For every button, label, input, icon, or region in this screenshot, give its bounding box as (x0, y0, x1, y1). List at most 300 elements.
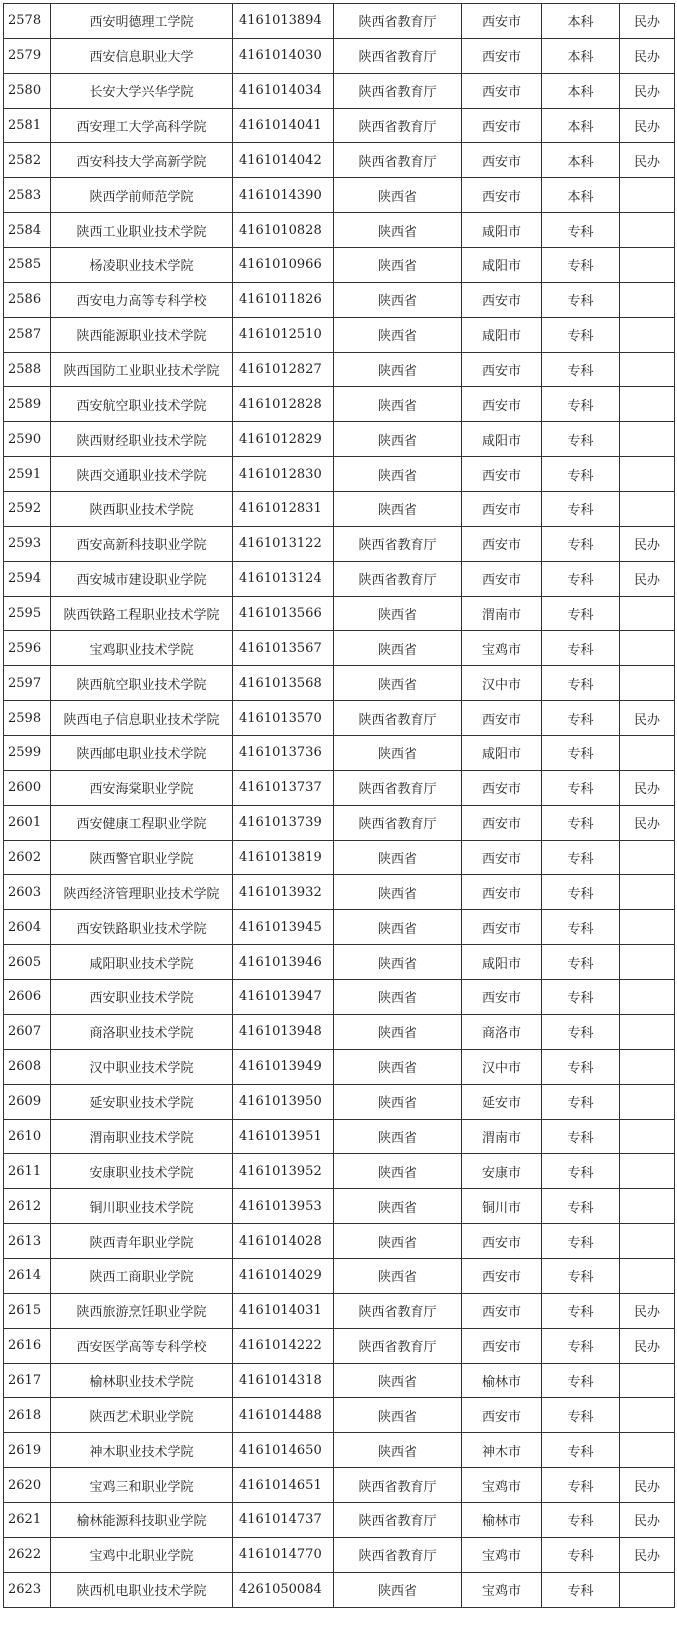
authority-cell: 陕西省 (334, 840, 462, 875)
level-cell: 专科 (542, 387, 620, 422)
table-row (4, 631, 675, 666)
table-row (4, 492, 675, 527)
level-cell: 专科 (542, 1224, 620, 1259)
school-code-cell: 4161014222 (233, 1328, 334, 1363)
school-name-cell: 铜川职业技术学院 (51, 1189, 233, 1224)
table-row (4, 770, 675, 805)
level-cell: 专科 (542, 1502, 620, 1537)
school-code-cell: 4161013951 (233, 1119, 334, 1154)
level-cell: 专科 (542, 1189, 620, 1224)
table-row (4, 457, 675, 492)
authority-cell: 陕西省教育厅 (334, 1502, 462, 1537)
school-name-cell: 陕西职业技术学院 (51, 492, 233, 527)
level-cell: 专科 (542, 666, 620, 701)
school-name-cell: 西安科技大学高新学院 (51, 143, 233, 178)
school-name-cell: 陕西学前师范学院 (51, 178, 233, 213)
authority-cell: 陕西省 (334, 422, 462, 457)
school-name-cell: 神木职业技术学院 (51, 1433, 233, 1468)
row-number-cell: 2590 (4, 422, 51, 457)
school-name-cell: 陕西工商职业学院 (51, 1258, 233, 1293)
ownership-cell (620, 178, 675, 213)
school-name-cell: 榆林能源科技职业学院 (51, 1502, 233, 1537)
school-code-cell: 4161013947 (233, 980, 334, 1015)
school-code-cell: 4161013949 (233, 1049, 334, 1084)
table-row (4, 875, 675, 910)
city-cell: 榆林市 (462, 1363, 542, 1398)
school-name-cell: 陕西交通职业技术学院 (51, 457, 233, 492)
ownership-cell (620, 1363, 675, 1398)
school-code-cell: 4161012828 (233, 387, 334, 422)
city-cell: 西安市 (462, 770, 542, 805)
school-code-cell: 4161014041 (233, 108, 334, 143)
school-name-cell: 咸阳职业技术学院 (51, 945, 233, 980)
school-code-cell: 4161014034 (233, 73, 334, 108)
level-cell: 专科 (542, 526, 620, 561)
row-number-cell: 2608 (4, 1049, 51, 1084)
ownership-cell: 民办 (620, 561, 675, 596)
level-cell: 专科 (542, 248, 620, 283)
city-cell: 安康市 (462, 1154, 542, 1189)
city-cell: 西安市 (462, 143, 542, 178)
ownership-cell (620, 631, 675, 666)
city-cell: 汉中市 (462, 1049, 542, 1084)
row-number-cell: 2621 (4, 1502, 51, 1537)
authority-cell: 陕西省教育厅 (334, 526, 462, 561)
row-number-cell: 2592 (4, 492, 51, 527)
school-code-cell: 4161014770 (233, 1537, 334, 1572)
institution-table (3, 3, 675, 1608)
row-number-cell: 2612 (4, 1189, 51, 1224)
school-name-cell: 陕西国防工业职业技术学院 (51, 352, 233, 387)
row-number-cell: 2588 (4, 352, 51, 387)
ownership-cell: 民办 (620, 1537, 675, 1572)
school-code-cell: 4161010966 (233, 248, 334, 283)
ownership-cell: 民办 (620, 701, 675, 736)
city-cell: 西安市 (462, 457, 542, 492)
level-cell: 专科 (542, 910, 620, 945)
school-name-cell: 陕西航空职业技术学院 (51, 666, 233, 701)
school-name-cell: 宝鸡三和职业学院 (51, 1468, 233, 1503)
school-code-cell: 4161014390 (233, 178, 334, 213)
school-name-cell: 西安航空职业技术学院 (51, 387, 233, 422)
authority-cell: 陕西省 (334, 213, 462, 248)
authority-cell: 陕西省 (334, 1258, 462, 1293)
level-cell: 专科 (542, 1572, 620, 1607)
authority-cell: 陕西省 (334, 317, 462, 352)
level-cell: 专科 (542, 805, 620, 840)
table-row (4, 805, 675, 840)
city-cell: 西安市 (462, 805, 542, 840)
city-cell: 宝鸡市 (462, 631, 542, 666)
table-row (4, 1433, 675, 1468)
authority-cell: 陕西省 (334, 945, 462, 980)
row-number-cell: 2620 (4, 1468, 51, 1503)
level-cell: 专科 (542, 561, 620, 596)
level-cell: 专科 (542, 770, 620, 805)
school-code-cell: 4161014650 (233, 1433, 334, 1468)
row-number-cell: 2619 (4, 1433, 51, 1468)
row-number-cell: 2618 (4, 1398, 51, 1433)
table-row (4, 387, 675, 422)
table-row (4, 561, 675, 596)
level-cell: 本科 (542, 4, 620, 39)
school-code-cell: 4161014737 (233, 1502, 334, 1537)
row-number-cell: 2613 (4, 1224, 51, 1259)
authority-cell: 陕西省 (334, 457, 462, 492)
school-code-cell: 4161010828 (233, 213, 334, 248)
level-cell: 专科 (542, 1154, 620, 1189)
school-name-cell: 汉中职业技术学院 (51, 1049, 233, 1084)
ownership-cell: 民办 (620, 1502, 675, 1537)
level-cell: 专科 (542, 840, 620, 875)
city-cell: 宝鸡市 (462, 1537, 542, 1572)
city-cell: 西安市 (462, 840, 542, 875)
ownership-cell (620, 1224, 675, 1259)
school-name-cell: 陕西电子信息职业技术学院 (51, 701, 233, 736)
level-cell: 本科 (542, 178, 620, 213)
table-row (4, 1119, 675, 1154)
school-code-cell: 4161012829 (233, 422, 334, 457)
table-row (4, 1189, 675, 1224)
table-body (4, 4, 675, 1608)
school-name-cell: 陕西艺术职业学院 (51, 1398, 233, 1433)
row-number-cell: 2603 (4, 875, 51, 910)
authority-cell: 陕西省 (334, 352, 462, 387)
table-row (4, 143, 675, 178)
authority-cell: 陕西省 (334, 1084, 462, 1119)
city-cell: 咸阳市 (462, 945, 542, 980)
row-number-cell: 2602 (4, 840, 51, 875)
ownership-cell (620, 910, 675, 945)
row-number-cell: 2604 (4, 910, 51, 945)
authority-cell: 陕西省 (334, 1572, 462, 1607)
authority-cell: 陕西省教育厅 (334, 770, 462, 805)
ownership-cell (620, 1433, 675, 1468)
authority-cell: 陕西省 (334, 1433, 462, 1468)
row-number-cell: 2616 (4, 1328, 51, 1363)
school-code-cell: 4161013570 (233, 701, 334, 736)
ownership-cell (620, 317, 675, 352)
school-code-cell: 4161013736 (233, 736, 334, 771)
school-name-cell: 榆林职业技术学院 (51, 1363, 233, 1398)
authority-cell: 陕西省 (334, 980, 462, 1015)
level-cell: 本科 (542, 73, 620, 108)
city-cell: 咸阳市 (462, 422, 542, 457)
authority-cell: 陕西省教育厅 (334, 1537, 462, 1572)
school-name-cell: 西安高新科技职业学院 (51, 526, 233, 561)
city-cell: 咸阳市 (462, 213, 542, 248)
row-number-cell: 2614 (4, 1258, 51, 1293)
level-cell: 专科 (542, 457, 620, 492)
city-cell: 汉中市 (462, 666, 542, 701)
school-code-cell: 4161013122 (233, 526, 334, 561)
table-row (4, 526, 675, 561)
school-name-cell: 渭南职业技术学院 (51, 1119, 233, 1154)
authority-cell: 陕西省 (334, 910, 462, 945)
ownership-cell: 民办 (620, 38, 675, 73)
table-row (4, 1502, 675, 1537)
school-name-cell: 西安电力高等专科学校 (51, 282, 233, 317)
table-row (4, 1258, 675, 1293)
ownership-cell (620, 1049, 675, 1084)
ownership-cell (620, 457, 675, 492)
authority-cell: 陕西省教育厅 (334, 1328, 462, 1363)
table-row (4, 1363, 675, 1398)
school-name-cell: 西安海棠职业学院 (51, 770, 233, 805)
city-cell: 西安市 (462, 1328, 542, 1363)
school-name-cell: 商洛职业技术学院 (51, 1014, 233, 1049)
school-code-cell: 4161013124 (233, 561, 334, 596)
row-number-cell: 2615 (4, 1293, 51, 1328)
school-code-cell: 4161011826 (233, 282, 334, 317)
school-code-cell: 4161013945 (233, 910, 334, 945)
table-row (4, 1084, 675, 1119)
level-cell: 专科 (542, 1468, 620, 1503)
level-cell: 专科 (542, 1084, 620, 1119)
city-cell: 西安市 (462, 492, 542, 527)
city-cell: 西安市 (462, 875, 542, 910)
level-cell: 专科 (542, 1328, 620, 1363)
city-cell: 铜川市 (462, 1189, 542, 1224)
ownership-cell (620, 1014, 675, 1049)
ownership-cell (620, 980, 675, 1015)
ownership-cell (620, 1398, 675, 1433)
table-row (4, 1154, 675, 1189)
school-code-cell: 4161013932 (233, 875, 334, 910)
city-cell: 西安市 (462, 980, 542, 1015)
city-cell: 西安市 (462, 108, 542, 143)
school-name-cell: 陕西铁路工程职业技术学院 (51, 596, 233, 631)
level-cell: 专科 (542, 1014, 620, 1049)
school-name-cell: 西安信息职业大学 (51, 38, 233, 73)
row-number-cell: 2606 (4, 980, 51, 1015)
authority-cell: 陕西省 (334, 387, 462, 422)
city-cell: 咸阳市 (462, 248, 542, 283)
authority-cell: 陕西省 (334, 631, 462, 666)
school-code-cell: 4161013567 (233, 631, 334, 666)
school-code-cell: 4161013739 (233, 805, 334, 840)
row-number-cell: 2581 (4, 108, 51, 143)
authority-cell: 陕西省 (334, 1014, 462, 1049)
ownership-cell (620, 840, 675, 875)
school-name-cell: 延安职业技术学院 (51, 1084, 233, 1119)
table-row (4, 108, 675, 143)
city-cell: 神木市 (462, 1433, 542, 1468)
level-cell: 本科 (542, 38, 620, 73)
school-name-cell: 杨凌职业技术学院 (51, 248, 233, 283)
ownership-cell (620, 1154, 675, 1189)
table-row (4, 701, 675, 736)
city-cell: 榆林市 (462, 1502, 542, 1537)
ownership-cell: 民办 (620, 1328, 675, 1363)
ownership-cell (620, 1258, 675, 1293)
level-cell: 专科 (542, 631, 620, 666)
school-name-cell: 陕西能源职业技术学院 (51, 317, 233, 352)
level-cell: 专科 (542, 596, 620, 631)
city-cell: 渭南市 (462, 596, 542, 631)
ownership-cell (620, 596, 675, 631)
authority-cell: 陕西省 (334, 1119, 462, 1154)
school-code-cell: 4161014042 (233, 143, 334, 178)
ownership-cell (620, 736, 675, 771)
table-row (4, 352, 675, 387)
authority-cell: 陕西省 (334, 492, 462, 527)
city-cell: 西安市 (462, 1398, 542, 1433)
level-cell: 专科 (542, 492, 620, 527)
ownership-cell: 民办 (620, 73, 675, 108)
authority-cell: 陕西省 (334, 596, 462, 631)
school-code-cell: 4161013946 (233, 945, 334, 980)
row-number-cell: 2622 (4, 1537, 51, 1572)
row-number-cell: 2597 (4, 666, 51, 701)
row-number-cell: 2607 (4, 1014, 51, 1049)
authority-cell: 陕西省 (334, 1224, 462, 1259)
table-row (4, 840, 675, 875)
city-cell: 西安市 (462, 910, 542, 945)
level-cell: 专科 (542, 422, 620, 457)
row-number-cell: 2591 (4, 457, 51, 492)
level-cell: 专科 (542, 736, 620, 771)
row-number-cell: 2605 (4, 945, 51, 980)
city-cell: 咸阳市 (462, 736, 542, 771)
school-name-cell: 陕西机电职业技术学院 (51, 1572, 233, 1607)
city-cell: 西安市 (462, 701, 542, 736)
table-row (4, 1014, 675, 1049)
level-cell: 专科 (542, 1119, 620, 1154)
ownership-cell (620, 666, 675, 701)
table-row (4, 1537, 675, 1572)
school-name-cell: 宝鸡中北职业学院 (51, 1537, 233, 1572)
school-name-cell: 陕西警官职业学院 (51, 840, 233, 875)
authority-cell: 陕西省 (334, 1363, 462, 1398)
ownership-cell (620, 248, 675, 283)
city-cell: 西安市 (462, 73, 542, 108)
row-number-cell: 2623 (4, 1572, 51, 1607)
ownership-cell (620, 945, 675, 980)
row-number-cell: 2595 (4, 596, 51, 631)
school-code-cell: 4161013948 (233, 1014, 334, 1049)
row-number-cell: 2582 (4, 143, 51, 178)
table-row (4, 282, 675, 317)
table-row (4, 248, 675, 283)
authority-cell: 陕西省 (334, 1154, 462, 1189)
ownership-cell (620, 213, 675, 248)
level-cell: 专科 (542, 875, 620, 910)
table-row (4, 1572, 675, 1607)
authority-cell: 陕西省教育厅 (334, 1293, 462, 1328)
level-cell: 本科 (542, 143, 620, 178)
authority-cell: 陕西省教育厅 (334, 805, 462, 840)
level-cell: 专科 (542, 1363, 620, 1398)
level-cell: 本科 (542, 108, 620, 143)
table-row (4, 178, 675, 213)
city-cell: 西安市 (462, 561, 542, 596)
table-row (4, 1293, 675, 1328)
ownership-cell: 民办 (620, 1468, 675, 1503)
row-number-cell: 2584 (4, 213, 51, 248)
row-number-cell: 2579 (4, 38, 51, 73)
authority-cell: 陕西省教育厅 (334, 561, 462, 596)
school-code-cell: 4161012830 (233, 457, 334, 492)
ownership-cell: 民办 (620, 4, 675, 39)
authority-cell: 陕西省 (334, 178, 462, 213)
table-row (4, 422, 675, 457)
authority-cell: 陕西省教育厅 (334, 73, 462, 108)
school-name-cell: 陕西邮电职业技术学院 (51, 736, 233, 771)
row-number-cell: 2585 (4, 248, 51, 283)
school-code-cell: 4161014028 (233, 1224, 334, 1259)
city-cell: 西安市 (462, 352, 542, 387)
city-cell: 延安市 (462, 1084, 542, 1119)
row-number-cell: 2600 (4, 770, 51, 805)
authority-cell: 陕西省 (334, 1189, 462, 1224)
school-code-cell: 4161014030 (233, 38, 334, 73)
table-row (4, 596, 675, 631)
city-cell: 咸阳市 (462, 317, 542, 352)
city-cell: 西安市 (462, 4, 542, 39)
school-code-cell: 4161014031 (233, 1293, 334, 1328)
ownership-cell (620, 492, 675, 527)
level-cell: 专科 (542, 317, 620, 352)
table-row (4, 213, 675, 248)
ownership-cell: 民办 (620, 143, 675, 178)
row-number-cell: 2578 (4, 4, 51, 39)
row-number-cell: 2583 (4, 178, 51, 213)
school-name-cell: 西安医学高等专科学校 (51, 1328, 233, 1363)
city-cell: 西安市 (462, 1258, 542, 1293)
level-cell: 专科 (542, 980, 620, 1015)
level-cell: 专科 (542, 945, 620, 980)
city-cell: 西安市 (462, 178, 542, 213)
school-name-cell: 陕西财经职业技术学院 (51, 422, 233, 457)
row-number-cell: 2589 (4, 387, 51, 422)
ownership-cell: 民办 (620, 1293, 675, 1328)
ownership-cell (620, 352, 675, 387)
authority-cell: 陕西省 (334, 666, 462, 701)
school-code-cell: 4161014651 (233, 1468, 334, 1503)
school-name-cell: 宝鸡职业技术学院 (51, 631, 233, 666)
ownership-cell: 民办 (620, 108, 675, 143)
ownership-cell: 民办 (620, 526, 675, 561)
authority-cell: 陕西省 (334, 1049, 462, 1084)
ownership-cell: 民办 (620, 805, 675, 840)
authority-cell: 陕西省教育厅 (334, 701, 462, 736)
row-number-cell: 2610 (4, 1119, 51, 1154)
row-number-cell: 2601 (4, 805, 51, 840)
school-code-cell: 4261050084 (233, 1572, 334, 1607)
row-number-cell: 2586 (4, 282, 51, 317)
table-row (4, 317, 675, 352)
table-row (4, 1468, 675, 1503)
school-code-cell: 4161014488 (233, 1398, 334, 1433)
city-cell: 西安市 (462, 282, 542, 317)
level-cell: 专科 (542, 1398, 620, 1433)
level-cell: 专科 (542, 1258, 620, 1293)
school-code-cell: 4161012831 (233, 492, 334, 527)
school-code-cell: 4161013952 (233, 1154, 334, 1189)
school-name-cell: 西安明德理工学院 (51, 4, 233, 39)
school-code-cell: 4161014029 (233, 1258, 334, 1293)
school-code-cell: 4161013819 (233, 840, 334, 875)
school-name-cell: 陕西旅游烹饪职业学院 (51, 1293, 233, 1328)
level-cell: 专科 (542, 352, 620, 387)
row-number-cell: 2617 (4, 1363, 51, 1398)
level-cell: 专科 (542, 1293, 620, 1328)
ownership-cell (620, 422, 675, 457)
table-row (4, 1049, 675, 1084)
school-name-cell: 陕西工业职业技术学院 (51, 213, 233, 248)
table-row (4, 38, 675, 73)
